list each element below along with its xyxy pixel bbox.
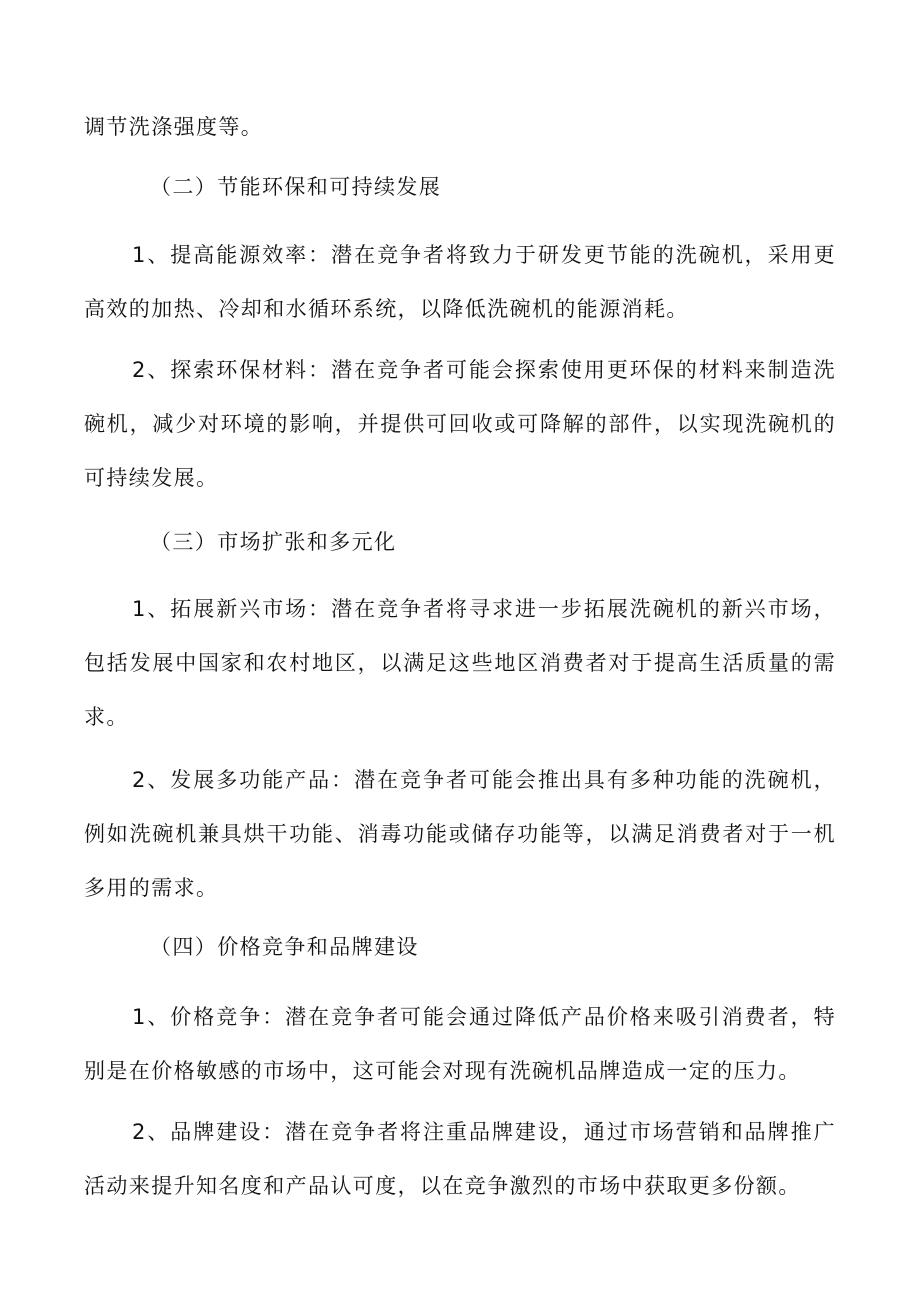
paragraph-3-1-line-1: 1、拓展新兴市场：潜在竞争者将寻求进一步拓展洗碗机的新兴市场，	[132, 597, 836, 621]
paragraph-4-1-line-1: 1、价格竞争：潜在竞争者可能会通过降低产品价格来吸引消费者，特	[132, 1005, 836, 1029]
paragraph-2-2-line-1: 2、探索环保材料：潜在竞争者可能会探索使用更环保的材料来制造洗	[132, 358, 836, 382]
paragraph-3-2-line-3: 多用的需求。	[84, 876, 219, 900]
paragraph-3-2-line-2: 例如洗碗机兼具烘干功能、消毒功能或储存功能等，以满足消费者对于一机	[84, 822, 836, 846]
paragraph-2-1-line-2: 高效的加热、冷却和水循环系统，以降低洗碗机的能源消耗。	[84, 297, 689, 321]
text-line-continuation: 调节洗涤强度等。	[84, 115, 264, 139]
section-heading-3: （三）市场扩张和多元化	[150, 530, 397, 554]
paragraph-3-1-line-2: 包括发展中国家和农村地区，以满足这些地区消费者对于提高生活质量的需	[84, 651, 836, 675]
paragraph-3-2-line-1: 2、发展多功能产品：潜在竞争者可能会推出具有多种功能的洗碗机，	[132, 768, 836, 792]
paragraph-4-2-line-2: 活动来提升知名度和产品认可度，以在竞争激烈的市场中获取更多份额。	[84, 1174, 801, 1198]
paragraph-4-1-line-2: 别是在价格敏感的市场中，这可能会对现有洗碗机品牌造成一定的压力。	[84, 1059, 801, 1083]
paragraph-3-1-line-3: 求。	[84, 705, 129, 729]
section-heading-2: （二）节能环保和可持续发展	[150, 175, 442, 199]
paragraph-4-2-line-1: 2、品牌建设：潜在竞争者将注重品牌建设，通过市场营销和品牌推广	[132, 1120, 836, 1144]
section-heading-4: （四）价格竞争和品牌建设	[150, 935, 419, 959]
paragraph-2-2-line-2: 碗机，减少对环境的影响，并提供可回收或可降解的部件，以实现洗碗机的	[84, 412, 836, 436]
paragraph-2-1-line-1: 1、提高能源效率：潜在竞争者将致力于研发更节能的洗碗机，采用更	[132, 243, 836, 267]
paragraph-2-2-line-3: 可持续发展。	[84, 466, 219, 490]
